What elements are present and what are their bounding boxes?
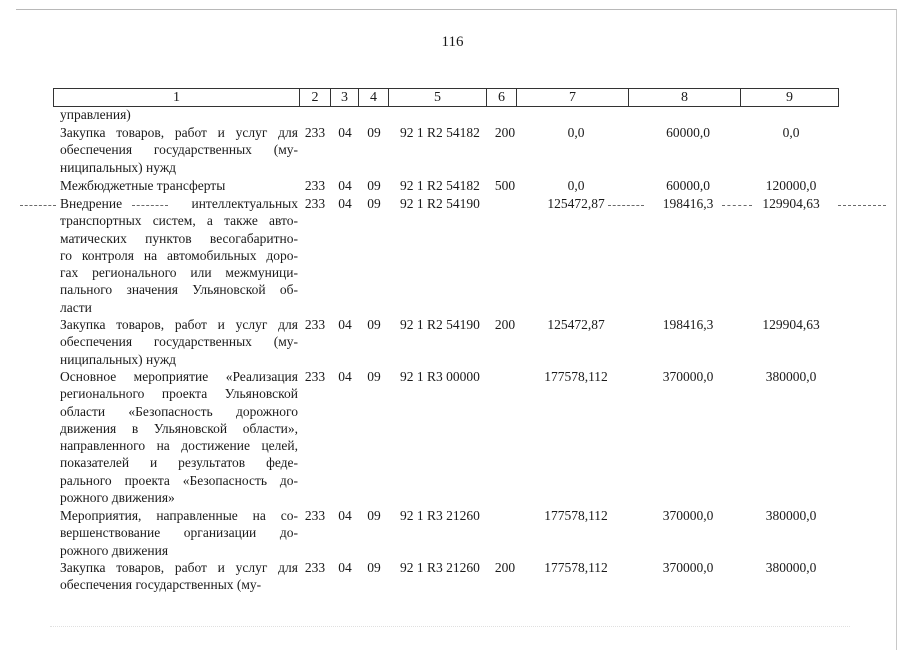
description-line: рожного движения» [60,490,175,506]
row-description [60,368,298,506]
column-header-1: 1 [54,89,300,107]
description-line: гах регионального или межмуници- [60,265,298,281]
cell-col-2: 233 [304,508,326,523]
cell-col-4: 09 [367,560,381,575]
scan-artifact-line [838,205,886,206]
cell-col-2: 233 [304,317,326,332]
cell-col-4: 09 [367,508,381,523]
description-line: вершенствование организации до- [60,525,298,541]
row-description [60,106,298,123]
cell-col-8: 370000,0 [662,369,714,384]
row-description [60,177,298,194]
cell-col-5: 92 1 R3 21260 [400,508,480,523]
description-line: рального проекта «Безопасность до- [60,472,298,488]
column-header-9: 9 [741,89,839,107]
description-line: матических пунктов весогабаритно- [60,230,298,246]
scan-artifact-line [608,205,644,206]
description-line: регионального проекта Ульяновской [60,386,298,402]
cell-col-4: 09 [367,196,381,211]
scan-artifact-line [132,205,168,206]
cell-col-5: 92 1 R2 54182 [400,125,480,140]
cell-col-3: 04 [338,560,352,575]
description-line: пального значения Ульяновской об- [60,282,298,298]
description-line: обеспечения государственных (му- [60,577,262,593]
cell-col-3: 04 [338,317,352,332]
description-line: ласти [60,299,92,315]
column-header-8: 8 [629,89,741,107]
scan-artifact-line [20,205,56,206]
description-line: обеспечения государственных (му- [60,142,298,158]
cell-col-4: 09 [367,178,381,193]
column-header-7: 7 [517,89,629,107]
cell-col-8: 370000,0 [662,560,714,575]
column-header-3: 3 [331,89,359,107]
cell-col-9: 0,0 [782,125,800,140]
description-line: ниципальных) нужд [60,159,177,175]
cell-col-5: 92 1 R2 54190 [400,196,480,211]
cell-col-8: 370000,0 [662,508,714,523]
column-header-5: 5 [389,89,487,107]
cell-col-4: 09 [367,317,381,332]
cell-col-7: 177578,112 [544,560,608,575]
cell-col-5: 92 1 R2 54182 [400,178,480,193]
cell-col-9: 380000,0 [765,369,817,384]
cell-col-8: 198416,3 [662,317,714,332]
cell-col-3: 04 [338,196,352,211]
cell-col-2: 233 [304,196,326,211]
description-line: направленного на достижение целей, [60,438,298,454]
cell-col-2: 233 [304,178,326,193]
row-description [60,507,298,559]
cell-col-6: 200 [494,560,516,575]
description-line: управления) [60,107,131,122]
cell-col-3: 04 [338,125,352,140]
description-line: рожного движения [60,542,169,558]
cell-col-8: 198416,3 [662,196,714,211]
scan-artifact-bottom [50,626,850,627]
description-line: Закупка товаров, работ и услуг для [60,125,298,140]
column-header-4: 4 [359,89,389,107]
cell-col-9: 129904,63 [762,317,820,332]
cell-col-8: 60000,0 [666,178,710,193]
cell-col-4: 09 [367,125,381,140]
cell-col-2: 233 [304,369,326,384]
column-header-2: 2 [300,89,331,107]
description-line: го контроля на автомобильных доро- [60,247,298,263]
cell-col-9: 380000,0 [765,508,817,523]
cell-col-7: 177578,112 [544,508,608,523]
description-line: показателей и результатов феде- [60,455,298,471]
description-line: Закупка товаров, работ и услуг для [60,317,298,332]
description-line: движения в Ульяновской области», [60,420,298,436]
cell-col-7: 177578,112 [544,369,608,384]
description-line: Закупка товаров, работ и услуг для [60,560,298,575]
cell-col-6: 200 [494,317,516,332]
cell-col-7: 125472,87 [547,317,605,332]
cell-col-9: 380000,0 [765,560,817,575]
row-description [60,316,298,368]
cell-col-3: 04 [338,369,352,384]
description-line: Межбюджетные трансферты [60,178,226,193]
cell-col-7: 125472,87 [547,196,605,211]
description-line: обеспечения государственных (му- [60,334,298,350]
cell-col-2: 233 [304,560,326,575]
cell-col-3: 04 [338,508,352,523]
description-line: Мероприятия, направленные на со- [60,508,298,523]
description-line: Основное мероприятие «Реализация [60,369,298,384]
cell-col-5: 92 1 R2 54190 [400,317,480,332]
cell-col-8: 60000,0 [666,125,710,140]
row-description [60,559,298,594]
cell-col-7: 0,0 [567,178,585,193]
cell-col-3: 04 [338,178,352,193]
cell-col-6: 500 [494,178,516,193]
cell-col-4: 09 [367,369,381,384]
cell-col-9: 129904,63 [762,196,820,211]
row-description [60,195,298,316]
description-line: области «Безопасность дорожного [60,403,298,419]
cell-col-2: 233 [304,125,326,140]
scan-artifact-line [722,205,752,206]
cell-col-5: 92 1 R3 21260 [400,560,480,575]
cell-col-5: 92 1 R3 00000 [400,369,480,384]
description-line: ниципальных) нужд [60,351,177,367]
column-header-6: 6 [487,89,517,107]
column-header-row [53,88,839,107]
cell-col-9: 120000,0 [765,178,817,193]
description-line: транспортных систем, а также авто- [60,213,298,229]
cell-col-6: 200 [494,125,516,140]
description-line: Внедрение интеллектуальных [60,196,298,211]
cell-col-7: 0,0 [567,125,585,140]
page-number: 116 [441,34,464,50]
row-description [60,124,298,176]
